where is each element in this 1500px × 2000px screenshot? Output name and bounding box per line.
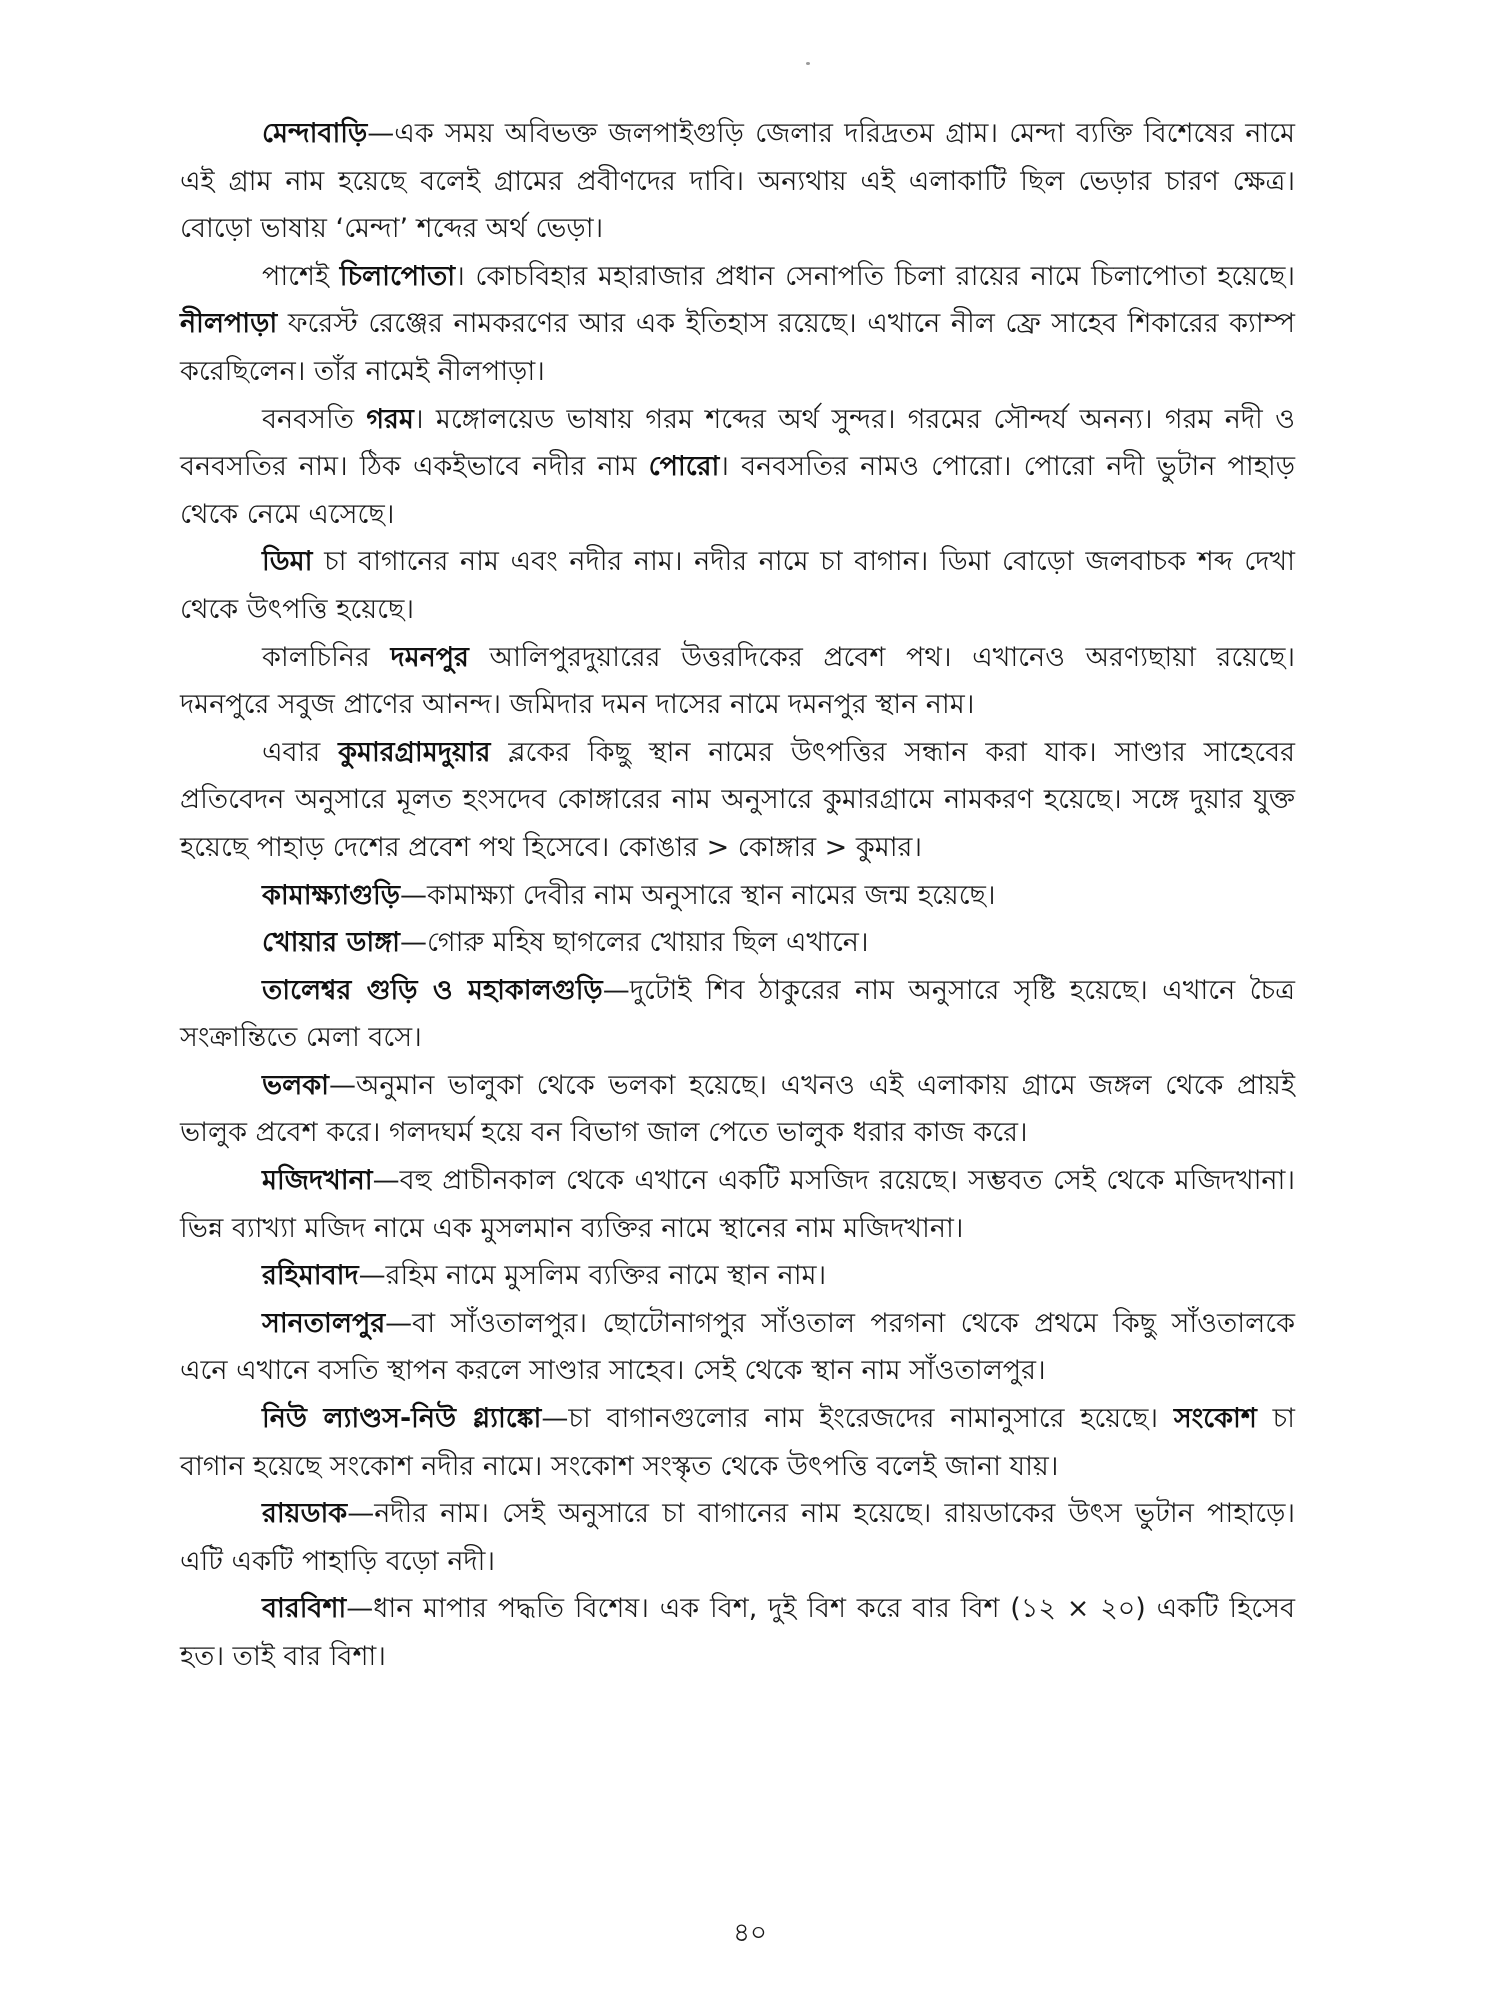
place-name: খোয়ার ডাঙ্গা	[262, 927, 400, 959]
paragraph-santalpur	[180, 1300, 1295, 1395]
paragraph-text: চা বাগান হয়েছে সংকোশ নদীর নামে। সংকোশ সংস্কৃত থেকে উৎপত্তি বলেই জানা যায়।	[180, 1403, 1295, 1482]
place-name: নীলপাড়া	[180, 308, 278, 340]
place-name: সংকোশ	[1173, 1403, 1257, 1435]
paragraph-barbisha	[180, 1585, 1295, 1680]
paragraph-damanpur	[180, 634, 1295, 729]
paragraph-taleshwar-guri	[180, 967, 1295, 1062]
paragraph-text: —বহু প্রাচীনকাল থেকে এখানে একটি মসজিদ রয়েছে। সম্ভবত সেই থেকে মজিদখানা। ভিন্ন ব্যাখ্যা মজিদ নামে এক মুসলমান ব্যক্তির নামে স্থানের নাম মজিদখানা।	[180, 1165, 1295, 1244]
paragraph-text: আলিপুরদুয়ারের উত্তরদিকের প্রবেশ পথ। এখানেও অরণ্যছায়া রয়েছে। দমনপুরে সবুজ প্রাণের আনন্দ। জমিদার দমন দাসের নামে দমনপুর স্থান নাম।	[180, 641, 1295, 721]
paragraph-text: —গোরু মহিষ ছাগলের খোয়ার ছিল এখানে।	[399, 927, 869, 959]
paragraph-text: —নদীর নাম। সেই অনুসারে চা বাগানের নাম হয়েছে। রায়ডাকের উৎস ভুটান পাহাড়ে। এটি একটি পাহাড়ি বড়ো নদী।	[180, 1498, 1295, 1577]
paragraph-text: কালচিনির	[262, 641, 391, 673]
paragraph-text: বনবসতি	[262, 403, 367, 435]
paragraph-text: —বা সাঁওতালপুর। ছোটোনাগপুর সাঁওতাল পরগনা থেকে প্রথমে কিছু সাঁওতালকে এনে এখানে বসতি স্থাপন করলে সাণ্ডার সাহেব। সেই থেকে স্থান নাম সাঁওতালপুর।	[180, 1307, 1295, 1387]
paragraph-text: —চা বাগানগুলোর নাম ইংরেজদের নামানুসারে হয়েছে।	[541, 1403, 1174, 1435]
paragraph-dima	[180, 538, 1295, 633]
place-name: পোরো	[648, 451, 720, 483]
paragraph-bhalka	[180, 1062, 1295, 1157]
paragraph-text: —ধান মাপার পদ্ধতি বিশেষ। এক বিশ, দুই বিশ করে বার বিশ (১২ × ২০) একটি হিসেব হত। তাই বার বিশা।	[180, 1593, 1295, 1672]
paragraph-text: —দুটোই শিব ঠাকুরের নাম অনুসারে সৃষ্টি হয়েছে। এখানে চৈত্র সংক্রান্তিতে মেলা বসে।	[180, 974, 1295, 1054]
paragraph-chilapota	[180, 253, 1295, 396]
place-name: গরম	[366, 403, 414, 435]
place-name: সানতালপুর	[262, 1307, 386, 1339]
paragraph-text: ব্লকের কিছু স্থান নামের উৎপত্তির সন্ধান করা যাক। সাণ্ডার সাহেবের প্রতিবেদন অনুসারে মূলত হংসদেব কোঙ্গারের নাম অনুসারে কুমারগ্রামে নামকরণ হয়েছে। সঙ্গে দুয়ার যুক্ত হয়েছে পাহাড় দেশের প্রবেশ পথ হিসেবে। কোঙার > কোঙ্গার > কুমার।	[180, 736, 1295, 863]
paragraph-text: —অনুমান ভালুকা থেকে ভলকা হয়েছে। এখনও এই এলাকায় গ্রামে জঙ্গল থেকে প্রায়ই ভালুক প্রবেশ করে। গলদঘর্ম হয়ে বন বিভাগ জাল পেতে ভালুক ধরার কাজ করে।	[180, 1069, 1295, 1149]
place-name: রহিমাবাদ	[262, 1260, 359, 1292]
page-body	[180, 110, 1295, 1681]
paragraph-text: চা বাগানের নাম এবং নদীর নাম। নদীর নামে চা বাগান। ডিমা বোড়ো জলবাচক শব্দ দেখা থেকে উৎপত্তি হয়েছে।	[180, 546, 1295, 625]
place-name: মেন্দাবাড়ি	[262, 118, 368, 149]
paragraph-text: । কোচবিহার মহারাজার প্রধান সেনাপতি চিলা রায়ের নামে চিলাপোতা হয়েছে।	[455, 260, 1295, 292]
paragraph-text: —এক সময় অবিভক্ত জলপাইগুড়ি জেলার দরিদ্রতম গ্রাম। মেন্দা ব্যক্তি বিশেষের নামে এই গ্রাম নাম হয়েছে বলেই গ্রামের প্রবীণদের দাবি। অন্যথায় এই এলাকাটি ছিল ভেড়ার চারণ ক্ষেত্র। বোড়ো ভাষায় ‘মেন্দা’ শব্দের অর্থ ভেড়া।	[180, 118, 1295, 245]
paragraph-garam	[180, 396, 1295, 539]
paragraph-text: ফরেস্ট রেঞ্জের নামকরণের আর এক ইতিহাস রয়েছে। এখানে নীল ফ্রে সাহেব শিকারের ক্যাম্প করেছিলেন। তাঁর নামেই নীলপাড়া।	[180, 308, 1295, 387]
paragraph-majidkhana	[180, 1157, 1295, 1252]
place-name: ভলকা	[262, 1069, 329, 1101]
place-name: মজিদখানা	[262, 1165, 373, 1197]
paragraph-rahimabad	[180, 1252, 1295, 1300]
place-name: কামাক্ষ্যাগুড়ি	[262, 879, 401, 911]
place-name: চিলাপোতা	[339, 260, 456, 292]
paragraph-kumargramduar	[180, 729, 1295, 872]
paragraph-mendabari	[180, 110, 1295, 253]
paragraph-kamakhyaguri	[180, 872, 1295, 920]
paragraph-raidak	[180, 1490, 1295, 1585]
paragraph-text: পাশেই	[262, 260, 340, 292]
paragraph-text: এবার	[262, 736, 339, 768]
page-number: ৪০	[733, 1918, 767, 1948]
scan-speck	[806, 62, 810, 65]
place-name: দমনপুর	[390, 641, 469, 673]
paragraph-text: —কামাক্ষ্যা দেবীর নাম অনুসারে স্থান নামের জন্ম হয়েছে।	[400, 879, 996, 911]
paragraph-text: । বনবসতির নামও পোরো। পোরো নদী ভুটান পাহাড় থেকে নেমে এসেছে।	[180, 451, 1295, 530]
place-name: ডিমা	[262, 546, 313, 578]
paragraph-text: —রহিম নামে মুসলিম ব্যক্তির নামে স্থান নাম।	[358, 1260, 827, 1292]
paragraph-text: । মঙ্গোলয়েড ভাষায় গরম শব্দের অর্থ সুন্দর। গরমের সৌন্দর্য অনন্য। গরম নদী ও বনবসতির নাম। ঠিক একইভাবে নদীর নাম	[180, 403, 1295, 483]
place-name: কুমারগ্রামদুয়ার	[338, 736, 491, 768]
paragraph-new-lands	[180, 1395, 1295, 1490]
place-name: তালেশ্বর গুড়ি ও মহাকালগুড়ি	[262, 974, 603, 1006]
paragraph-khoyar-danga	[180, 919, 1295, 967]
place-name: নিউ ল্যাণ্ডস-নিউ গ্ল্যাঙ্কো	[262, 1403, 542, 1435]
place-name: রায়ডাক	[262, 1498, 348, 1530]
place-name: বারবিশা	[262, 1593, 347, 1625]
